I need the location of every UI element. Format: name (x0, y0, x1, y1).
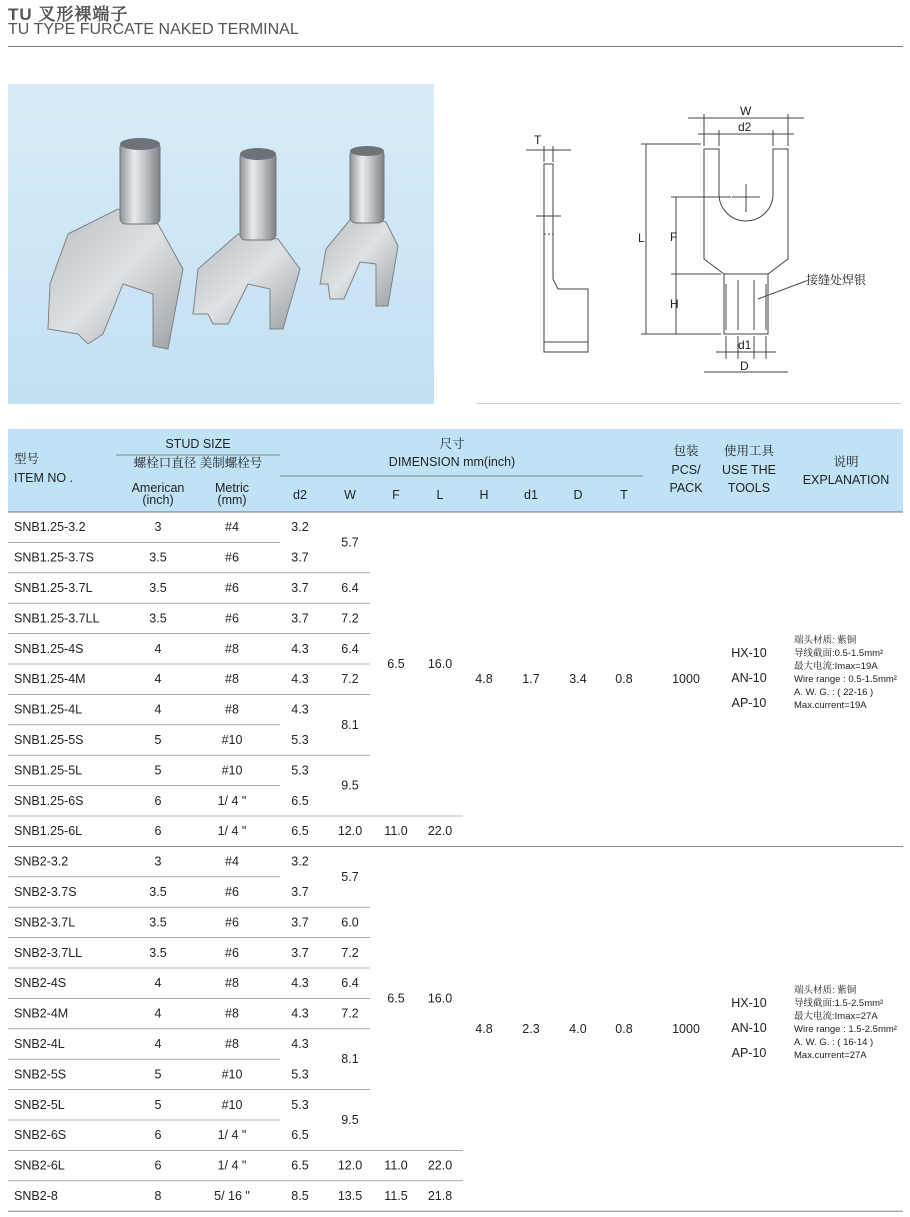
cell-metric: #10 (221, 1097, 243, 1112)
th-stud-cn: 螺栓口直径 美制螺栓号 (133, 456, 263, 470)
cell-t: 0.8 (615, 1021, 633, 1036)
cell-american: 5 (154, 1067, 162, 1082)
cell-d2: 6.5 (291, 793, 309, 808)
cell-d2: 3.7 (291, 550, 309, 565)
cell-d2: 3.7 (291, 611, 309, 626)
cell-d2: 4.3 (291, 1037, 309, 1051)
spec-table (8, 429, 903, 1212)
cell-american: 4 (154, 1006, 162, 1021)
cell-explanation: Wire range : 1.5-2.5mm² (794, 1023, 897, 1035)
th-tools-en1: USE THE (722, 463, 776, 477)
cell-l: 16.0 (427, 991, 453, 1006)
cell-american: 5 (154, 763, 162, 778)
cell-w: 6.4 (341, 976, 359, 991)
weld-note: 接缝处焊银 (806, 273, 867, 287)
cell-item-no: SNB2-6S (14, 1128, 67, 1143)
cell-w: 9.5 (341, 1113, 359, 1127)
th-item-en: ITEM NO . (14, 471, 74, 485)
th-l: L (436, 488, 444, 502)
cell-metric: 1/ 4 " (217, 793, 247, 808)
th-h: H (479, 488, 489, 502)
cell-item-no: SNB1.25-6L (14, 824, 83, 839)
cell-w: 8.1 (341, 717, 359, 732)
th-dim-en: DIMENSION mm(inch) (388, 455, 516, 469)
technical-drawing (476, 84, 901, 404)
cell-american: 6 (154, 793, 162, 808)
dim-label-w: W (740, 104, 752, 118)
cell-explanation: 端头材质: 紫铜 (794, 635, 857, 647)
cell-american: 4 (154, 1037, 162, 1051)
cell-w: 7.2 (341, 672, 359, 687)
cell-w: 7.2 (341, 945, 359, 960)
cell-american: 3.5 (149, 885, 167, 899)
dim-label-d: D (740, 359, 749, 373)
cell-item-no: SNB2-3.7LL (14, 945, 83, 960)
cell-explanation: Max.current=27A (794, 1049, 867, 1061)
cell-item-no: SNB1.25-6S (14, 793, 84, 808)
cell-t: 0.8 (615, 672, 633, 687)
cell-metric: 1/ 4 " (217, 824, 247, 839)
cell-metric: #6 (225, 581, 239, 595)
cell-w: 5.7 (341, 535, 359, 550)
cell-h: 4.8 (475, 1021, 493, 1036)
cell-d: 3.4 (569, 672, 587, 687)
cell-d2: 3.7 (291, 945, 309, 960)
cell-w: 7.2 (341, 611, 359, 626)
cell-l: 22.0 (427, 824, 453, 839)
dimension-diagram (476, 84, 901, 404)
th-d: D (573, 488, 583, 502)
cell-american: 3.5 (149, 581, 167, 595)
cell-f: 11.0 (384, 1158, 408, 1173)
cell-metric: #6 (225, 885, 239, 899)
cell-tool: AN-10 (731, 1020, 767, 1035)
cell-american: 4 (154, 641, 162, 656)
cell-f: 6.5 (387, 657, 405, 671)
cell-w: 12.0 (337, 824, 363, 839)
cell-explanation: 最大电流:Imax=27A (794, 1010, 878, 1022)
cell-h: 4.8 (475, 672, 493, 687)
terminal-medium (193, 148, 300, 329)
cell-metric: #8 (225, 1037, 239, 1051)
cell-metric: #8 (225, 641, 239, 656)
cell-d2: 5.3 (291, 763, 309, 778)
cell-item-no: SNB1.25-3.2 (14, 520, 86, 535)
cell-american: 3.5 (149, 611, 167, 626)
th-pack-cn: 包装 (673, 444, 699, 458)
cell-tool: HX-10 (731, 646, 767, 661)
cell-item-no: SNB1.25-4S (14, 641, 84, 656)
dim-label-t: T (534, 133, 542, 147)
cell-item-no: SNB2-5L (14, 1097, 65, 1112)
th-metric: Metric (214, 481, 250, 495)
cell-pack: 1000 (672, 672, 700, 687)
cell-metric: 5/ 16 " (214, 1189, 250, 1203)
cell-metric: #6 (225, 550, 239, 565)
terminal-small (320, 146, 398, 306)
cell-item-no: SNB2-4S (14, 976, 67, 991)
cell-w: 12.0 (337, 1158, 363, 1173)
cell-american: 4 (154, 672, 162, 687)
cell-item-no: SNB1.25-5S (14, 733, 84, 747)
cell-w: 7.2 (341, 1006, 359, 1021)
cell-item-no: SNB1.25-5L (14, 763, 83, 778)
cell-tool: HX-10 (731, 995, 767, 1010)
cell-d2: 5.3 (291, 1067, 309, 1082)
th-item-cn: 型号 (14, 452, 40, 466)
cell-explanation: 导线截面:0.5-1.5mm² (794, 648, 884, 660)
th-american-unit: (inch) (142, 493, 174, 507)
th-pack-en2: PACK (669, 481, 703, 495)
drawing-divider (476, 403, 901, 404)
cell-l: 21.8 (427, 1189, 453, 1203)
cell-american: 8 (154, 1189, 162, 1203)
cell-w: 5.7 (341, 869, 359, 884)
cell-l: 22.0 (427, 1158, 453, 1173)
cell-explanation: A. W. G. : ( 22-16 ) (794, 687, 874, 699)
dim-label-d2: d2 (738, 120, 752, 134)
cell-american: 3 (154, 520, 162, 535)
th-pack-en1: PCS/ (671, 463, 701, 477)
cell-explanation: 导线截面:1.5-2.5mm² (794, 997, 884, 1009)
cell-d2: 3.7 (291, 915, 309, 930)
cell-d2: 4.3 (291, 1006, 309, 1021)
th-d2: d2 (293, 488, 307, 502)
th-t: T (620, 488, 628, 502)
th-dim-cn: 尺寸 (439, 437, 465, 451)
cell-american: 5 (154, 1097, 162, 1112)
cell-item-no: SNB2-8 (14, 1189, 58, 1203)
cell-metric: #8 (225, 672, 239, 687)
th-stud-en: STUD SIZE (165, 437, 231, 451)
cell-d2: 3.7 (291, 581, 309, 595)
th-w: W (344, 488, 356, 502)
cell-item-no: SNB1.25-4L (14, 702, 83, 717)
cell-w: 8.1 (341, 1052, 359, 1067)
cell-d: 4.0 (569, 1021, 587, 1036)
cell-explanation: 最大电流:Imax=19A (794, 661, 878, 673)
cell-item-no: SNB2-5S (14, 1067, 67, 1082)
cell-tool: AP-10 (731, 696, 767, 711)
dim-label-h: H (670, 297, 679, 311)
cell-metric: 1/ 4 " (217, 1128, 247, 1143)
cell-pack: 1000 (672, 1021, 700, 1036)
cell-metric: 1/ 4 " (217, 1158, 247, 1173)
cell-f: 11.5 (384, 1189, 408, 1203)
cell-d2: 4.3 (291, 702, 309, 717)
cell-d2: 6.5 (291, 1128, 309, 1143)
cell-american: 4 (154, 976, 162, 991)
cell-item-no: SNB2-3.7S (14, 885, 77, 899)
cell-w: 6.4 (341, 581, 359, 595)
cell-american: 3.5 (149, 915, 167, 930)
cell-d2: 4.3 (291, 672, 309, 687)
spec-table-grid (8, 429, 903, 1212)
cell-metric: #10 (221, 763, 243, 778)
cell-american: 3 (154, 854, 162, 869)
cell-d2: 5.3 (291, 1097, 309, 1112)
th-f: F (392, 488, 400, 502)
cell-d2: 8.5 (291, 1189, 309, 1203)
cell-w: 13.5 (337, 1189, 363, 1203)
cell-american: 5 (154, 733, 162, 747)
dim-label-l: L (638, 231, 645, 245)
cell-l: 16.0 (427, 657, 453, 671)
cell-tool: AP-10 (731, 1045, 767, 1060)
cell-w: 6.4 (341, 641, 359, 656)
th-expl-en: EXPLANATION (802, 473, 890, 487)
th-tools-en2: TOOLS (727, 481, 771, 495)
title-divider (8, 46, 903, 47)
product-photo-illustration (8, 84, 434, 404)
th-metric-unit: (mm) (217, 493, 247, 507)
page-title-cn: TU 叉形裸端子 (8, 5, 129, 24)
cell-metric: #4 (225, 520, 239, 535)
cell-f: 11.0 (384, 824, 408, 839)
cell-d2: 3.7 (291, 885, 309, 899)
cell-explanation: A. W. G. : ( 16-14 ) (794, 1036, 874, 1048)
cell-d2: 4.3 (291, 976, 309, 991)
cell-item-no: SNB1.25-3.7L (14, 581, 93, 595)
cell-item-no: SNB1.25-3.7S (14, 550, 94, 565)
cell-w: 9.5 (341, 778, 359, 793)
product-photo (8, 84, 434, 404)
cell-explanation: 端头材质: 紫铜 (794, 984, 857, 996)
cell-item-no: SNB2-3.2 (14, 854, 69, 869)
th-expl-cn: 说明 (833, 455, 859, 469)
th-american: American (131, 481, 185, 495)
cell-item-no: SNB2-3.7L (14, 915, 76, 930)
cell-f: 6.5 (387, 991, 405, 1006)
cell-d1: 2.3 (522, 1021, 540, 1036)
th-tools-cn: 使用工具 (723, 444, 775, 458)
cell-american: 6 (154, 1128, 162, 1143)
cell-american: 4 (154, 702, 162, 717)
dim-label-f: F (670, 230, 678, 244)
cell-metric: #8 (225, 702, 239, 717)
cell-american: 6 (154, 1158, 162, 1173)
cell-metric: #6 (225, 945, 239, 960)
cell-metric: #10 (221, 733, 243, 747)
cell-d2: 6.5 (291, 1158, 309, 1173)
cell-d2: 3.2 (291, 854, 309, 869)
cell-american: 3.5 (149, 550, 167, 565)
cell-american: 6 (154, 824, 162, 839)
page-title-en: TU TYPE FURCATE NAKED TERMINAL (8, 21, 299, 38)
cell-item-no: SNB2-6L (14, 1158, 65, 1173)
cell-item-no: SNB2-4M (14, 1006, 69, 1021)
cell-d2: 5.3 (291, 733, 309, 747)
cell-item-no: SNB2-4L (14, 1037, 65, 1051)
cell-metric: #8 (225, 1006, 239, 1021)
cell-tool: AN-10 (731, 671, 767, 686)
dim-label-d1: d1 (738, 338, 752, 352)
cell-metric: #4 (225, 854, 239, 869)
cell-d2: 3.2 (291, 520, 309, 535)
cell-item-no: SNB1.25-3.7LL (14, 611, 100, 626)
cell-american: 3.5 (149, 945, 167, 960)
cell-d2: 6.5 (291, 824, 309, 839)
cell-metric: #6 (225, 611, 239, 626)
cell-metric: #6 (225, 915, 239, 930)
cell-d1: 1.7 (522, 672, 540, 687)
cell-w: 6.0 (341, 915, 359, 930)
cell-explanation: Wire range : 0.5-1.5mm² (794, 674, 897, 686)
th-d1: d1 (524, 488, 538, 502)
terminal-large (48, 138, 183, 349)
cell-explanation: Max.current=19A (794, 700, 867, 712)
cell-d2: 4.3 (291, 641, 309, 656)
cell-metric: #10 (221, 1067, 243, 1082)
cell-metric: #8 (225, 976, 239, 991)
cell-item-no: SNB1.25-4M (14, 672, 86, 687)
